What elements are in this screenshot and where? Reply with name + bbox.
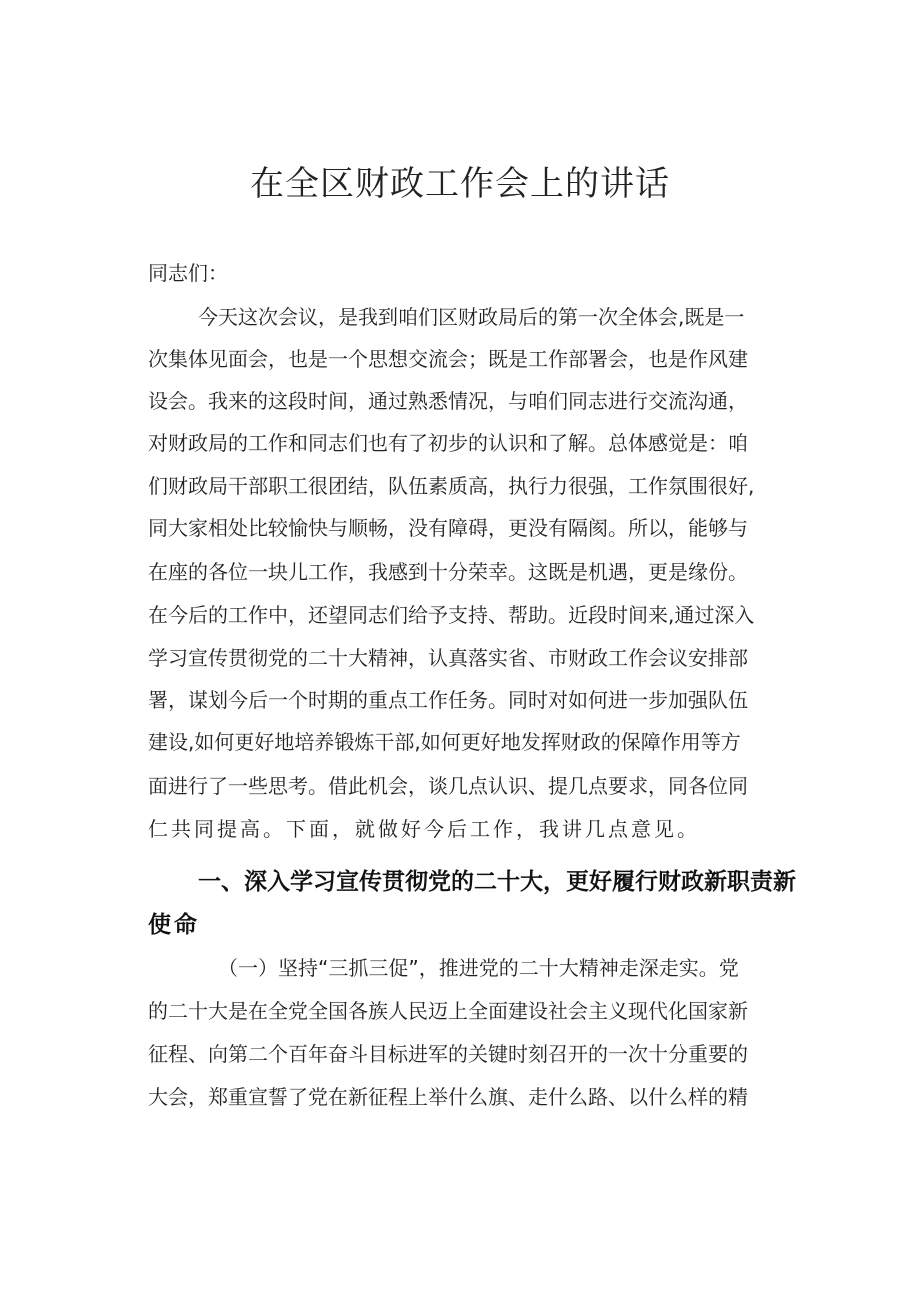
paragraph-1-line-13: 仁共同提高。下面，就做好今后工作，我讲几点意见。 (148, 817, 700, 841)
paragraph-1-line-1: 今天这次会议，是我到咱们区财政局后的第一次全体会,既是一 (198, 305, 745, 329)
paragraph-2-line-3: 征程、向第二个百年奋斗目标进军的关键时刻召开的一次十分重要的 (148, 1042, 748, 1066)
paragraph-1-line-3: 设会。我来的这段时间，通过熟悉情况，与咱们同志进行交流沟通， (148, 389, 748, 413)
paragraph-1-line-7: 在座的各位一块儿工作，我感到十分荣幸。这既是机遇，更是缘份。 (148, 560, 748, 584)
paragraph-1-line-12: 面进行了一些思考。借此机会，谈几点认识、提几点要求，同各位同 (148, 774, 748, 798)
section-heading-line-1: 一、深入学习宣传贯彻党的二十大，更好履行财政新职责新 (198, 869, 796, 895)
paragraph-1-line-5: 们财政局干部职工很团结，队伍素质高，执行力很强，工作氛围很好, (148, 474, 755, 498)
paragraph-2-line-1: （一）坚持“三抓三促”，推进党的二十大精神走深走实。党 (218, 956, 739, 980)
paragraph-1-line-11: 建设,如何更好地培养锻炼干部,如何更好地发挥财政的保障作用等方 (148, 730, 741, 754)
paragraph-1-line-2: 次集体见面会，也是一个思想交流会；既是工作部署会，也是作风建 (148, 347, 748, 371)
paragraph-1-line-4: 对财政局的工作和同志们也有了初步的认识和了解。总体感觉是：咱 (148, 431, 748, 455)
paragraph-1-line-6: 同大家相处比较愉快与顺畅，没有障碍，更没有隔阂。所以，能够与 (148, 516, 748, 540)
paragraph-2-line-4: 大会，郑重宣誓了党在新征程上举什么旗、走什么路、以什么样的精 (148, 1085, 748, 1109)
paragraph-1-line-9: 学习宣传贯彻党的二十大精神，认真落实省、市财政工作会议安排部 (148, 646, 748, 670)
paragraph-1-line-8: 在今后的工作中，还望同志们给予支持、帮助。近段时间来,通过深入 (148, 603, 755, 627)
paragraph-1-line-10: 署，谋划今后一个时期的重点工作任务。同时对如何进一步加强队伍 (148, 688, 748, 712)
section-heading-line-2: 使命 (148, 912, 200, 938)
document-title: 在全区财政工作会上的讲话 (250, 164, 670, 204)
paragraph-2-line-2: 的二十大是在全党全国各族人民迈上全面建设社会主义现代化国家新 (148, 999, 748, 1023)
salutation: 同志们： (148, 261, 228, 285)
